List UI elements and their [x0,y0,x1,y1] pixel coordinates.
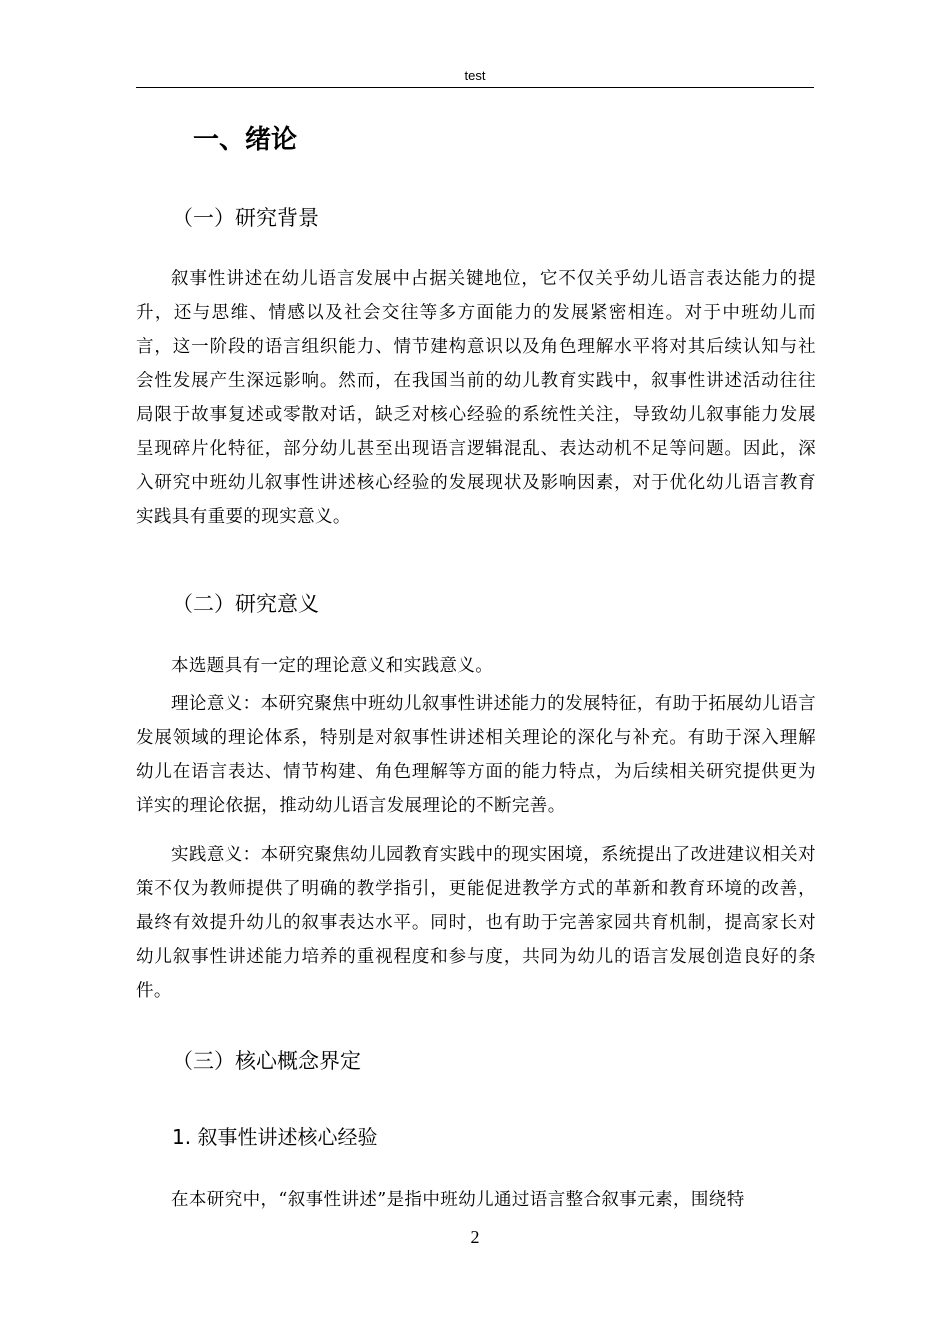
page-number: 2 [470,1227,480,1247]
page-header: test [464,68,486,83]
section-heading-concepts: （三）核心概念界定 [172,1049,361,1073]
narrative-definition-paragraph: 在本研究中，“叙事性讲述”是指中班幼儿通过语言整合叙事元素，围绕特 [171,1190,745,1210]
section-heading-background: （一）研究背景 [172,206,319,230]
chapter-title: 一、绪论 [193,125,298,155]
significance-intro-paragraph: 本选题具有一定的理论意义和实践意义。 [171,656,494,676]
background-paragraph: 叙事性讲述在幼儿语言发展中占据关键地位，它不仅关乎幼儿语言表达能力的提升，还与思维、情感以及社会交往等多方面能力的发展紧密相连。对于中班幼儿而言，这一阶段的语言组织能力、情节建构意识以及角色理解水平将对其后续认知与社会性发展产生深远影响。然而，在我国当前的幼儿教育实践中，叙事性讲述活动往往局限于故事复述或零散对话，缺乏对核心经验的系统性关注，导致幼儿叙事能力发展呈现碎片化特征，部分幼儿甚至出现语言逻辑混乱、表达动机不足等问题。因此，深入研究中班幼儿叙事性讲述核心经验的发展现状及影响因素，对于优化幼儿语言教育实践具有重要的现实意义。 [136,269,816,527]
header-divider [136,87,814,88]
theoretical-significance-paragraph: 理论意义：本研究聚焦中班幼儿叙事性讲述能力的发展特征，有助于拓展幼儿语言发展领域的理论体系，特别是对叙事性讲述相关理论的深化与补充。有助于深入理解幼儿在语言表达、情节构建、角色理解等方面的能力特点，为后续相关研究提供更为详实的理论依据，推动幼儿语言发展理论的不断完善。 [136,694,816,816]
section-heading-significance: （二）研究意义 [172,592,319,616]
subsection-heading-narrative: 1. 叙事性讲述核心经验 [172,1125,378,1149]
practical-significance-paragraph: 实践意义：本研究聚焦幼儿园教育实践中的现实困境，系统提出了改进建议相关对策不仅为教师提供了明确的教学指引，更能促进教学方式的革新和教育环境的改善，最终有效提升幼儿的叙事表达水平。同时，也有助于完善家园共育机制，提高家长对幼儿叙事性讲述能力培养的重视程度和参与度，共同为幼儿的语言发展创造良好的条件。 [136,845,816,1001]
